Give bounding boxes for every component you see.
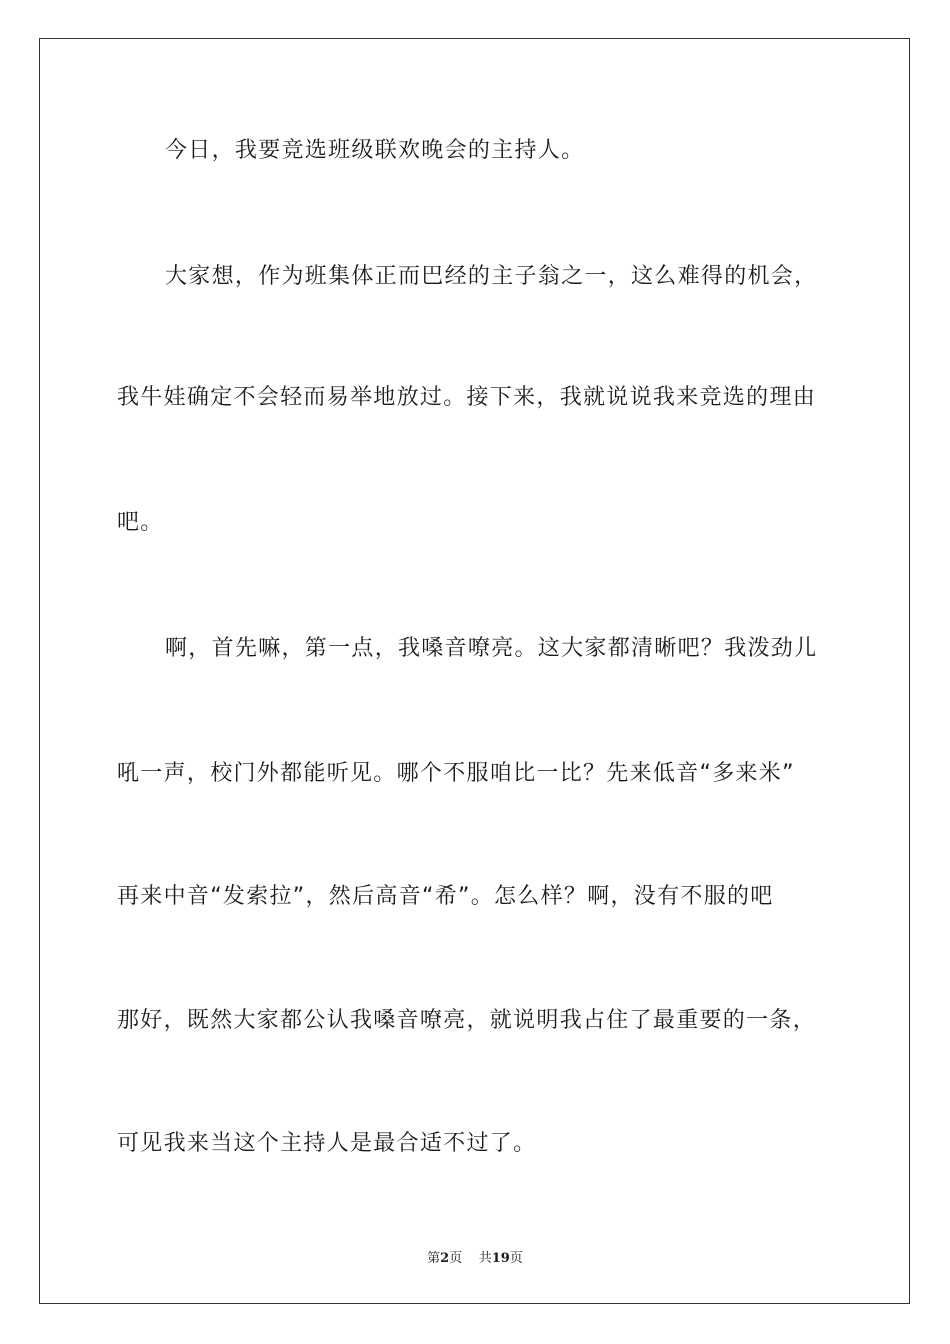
paragraph-3-line-2: 吼一声，校门外都能听见。哪个不服咱比一比？先来低音“多来米” <box>117 761 795 786</box>
paragraph-1-line-1: 今日，我要竞选班级联欢晚会的主持人。 <box>165 138 585 163</box>
footer-total-prefix: 共 <box>478 1251 492 1266</box>
footer-page-prefix: 第 <box>427 1251 441 1266</box>
paragraph-2-line-1: 大家想，作为班集体正而巴经的主子翁之一，这么难得的机会， <box>165 264 818 289</box>
paragraph-3-line-1: 啊，首先嘛，第一点，我嗓音嘹亮。这大家都清晰吧？我泼劲儿 <box>165 636 818 661</box>
footer-page-suffix: 页 <box>449 1251 463 1266</box>
page-footer <box>0 1247 950 1266</box>
footer-total-suffix: 页 <box>509 1251 523 1266</box>
paragraph-3-line-4: 那好，既然大家都公认我嗓音嘹亮，就说明我占住了最重要的一条， <box>117 1008 817 1033</box>
paragraph-3-line-5: 可见我来当这个主持人是最合适不过了。 <box>117 1131 537 1156</box>
paragraph-3-line-3: 再来中音“发索拉”，然后高音“希”。怎么样？啊，没有不服的吧 <box>117 884 774 909</box>
page-frame <box>39 38 910 1304</box>
paragraph-2-line-2: 我牛娃确定不会轻而易举地放过。接下来，我就说说我来竞选的理由 <box>117 385 817 410</box>
footer-total-pages: 19 <box>491 1251 510 1266</box>
paragraph-2-line-3: 吧。 <box>117 510 164 535</box>
footer-page-number: 2 <box>440 1251 450 1266</box>
